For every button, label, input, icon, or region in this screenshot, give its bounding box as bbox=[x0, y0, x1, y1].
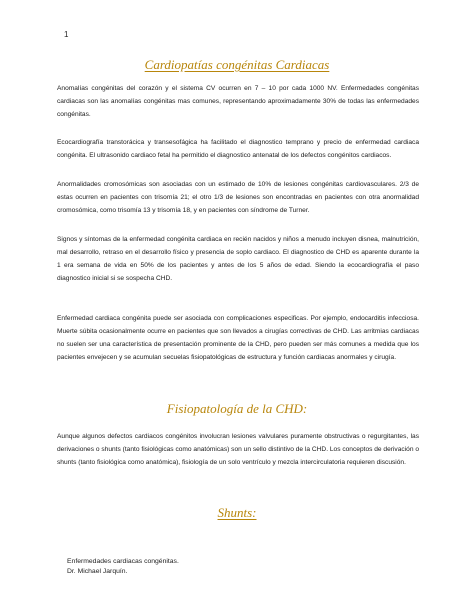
paragraph-anomalias: Anomalías congénitas del corazón y el sistema CV ocurren en 7 – 10 por cada 1000 NV. Enfermedades congénitas cardiacas son las anomalías congénitas mas comunes, representando aproximadamente 30% de todas las enfermedades congénitas. bbox=[57, 85, 419, 119]
page-number: 1 bbox=[64, 30, 69, 39]
paragraph-signos-sintomas: Signos y síntomas de la enfermedad congénita cardiaca en recién nacidos y niños a menudo incluyen disnea, malnutrición, mal desarrollo, retraso en el desarrollo físico y presencia de soplo cardiaco. El diagnostico de CHD es aparente durante la 1 era semana de vida en 50% de los pacientes y antes de los 5 años de edad. Siendo la ecocardiografía el paso diagnostico inicial si se sospecha CHD. bbox=[57, 236, 419, 283]
footer-author: Dr. Michael Jarquín. bbox=[67, 567, 128, 575]
heading-shunts-text: Shunts: bbox=[217, 505, 257, 520]
paragraph-complicaciones: Enfermedad cardiaca congénita puede ser asociada con complicaciones especificas. Por ejemplo, endocarditis infecciosa. Muerte súbita ocasionalmente ocurre en pacientes que son llevados a cirugías correctivas de CHD. Las arritmias cardiacas no suelen ser una característica de presentación prominente de la CHD, pero pueden ser más comunes a medida que los pacientes envejecen y se acumulan secuelas fisiopatológicas de estructura y función cardiacas anormales y cirugía. bbox=[57, 315, 419, 362]
paragraph-fisiopatologia: Aunque algunos defectos cardiacos congénitos involucran lesiones valvulares puramente obstructivas o regurgitantes, las derivaciones o shunts (tanto fisiológicas como anatómicas) son un sello distintivo de la CHD. Los conceptos de derivación o shunts (tanto fisiológica como anatómica), fisiología de un solo ventrículo y mezcla intercirculatoria requieren discusión. bbox=[57, 433, 419, 467]
paragraph-cromosomicas: Anormalidades cromosómicas son asociadas con un estimado de 10% de lesiones congénitas cardiovasculares. 2/3 de estas ocurren en pacientes con trisomía 21; el otro 1/3 de lesiones son encontradas en pacientes con otra anormalidad cromosómica, como trisomía 13 y trisomía 18, y en pacientes con síndrome de Turner. bbox=[57, 181, 419, 215]
footer-subject: Enfermedades cardiacas congénitas. bbox=[67, 558, 179, 565]
heading-shunts bbox=[0, 505, 474, 521]
heading-fisiopatologia-text: Fisiopatología de la CHD: bbox=[166, 401, 308, 416]
heading-cardiopatias bbox=[0, 57, 474, 73]
page-footer bbox=[67, 557, 179, 576]
heading-fisiopatologia bbox=[0, 401, 474, 417]
heading-cardiopatias-text: Cardiopatías congénitas Cardiacas bbox=[144, 57, 330, 72]
paragraph-ecocardiografia: Ecocardiografía transtorácica y transesofágica ha facilitado el diagnostico temprano y precio de enfermedad cardiaca congénita. El ultrasonido cardiaco fetal ha permitido el diagnostico antenatal de los defectos congénitos cardiacos. bbox=[57, 139, 419, 160]
